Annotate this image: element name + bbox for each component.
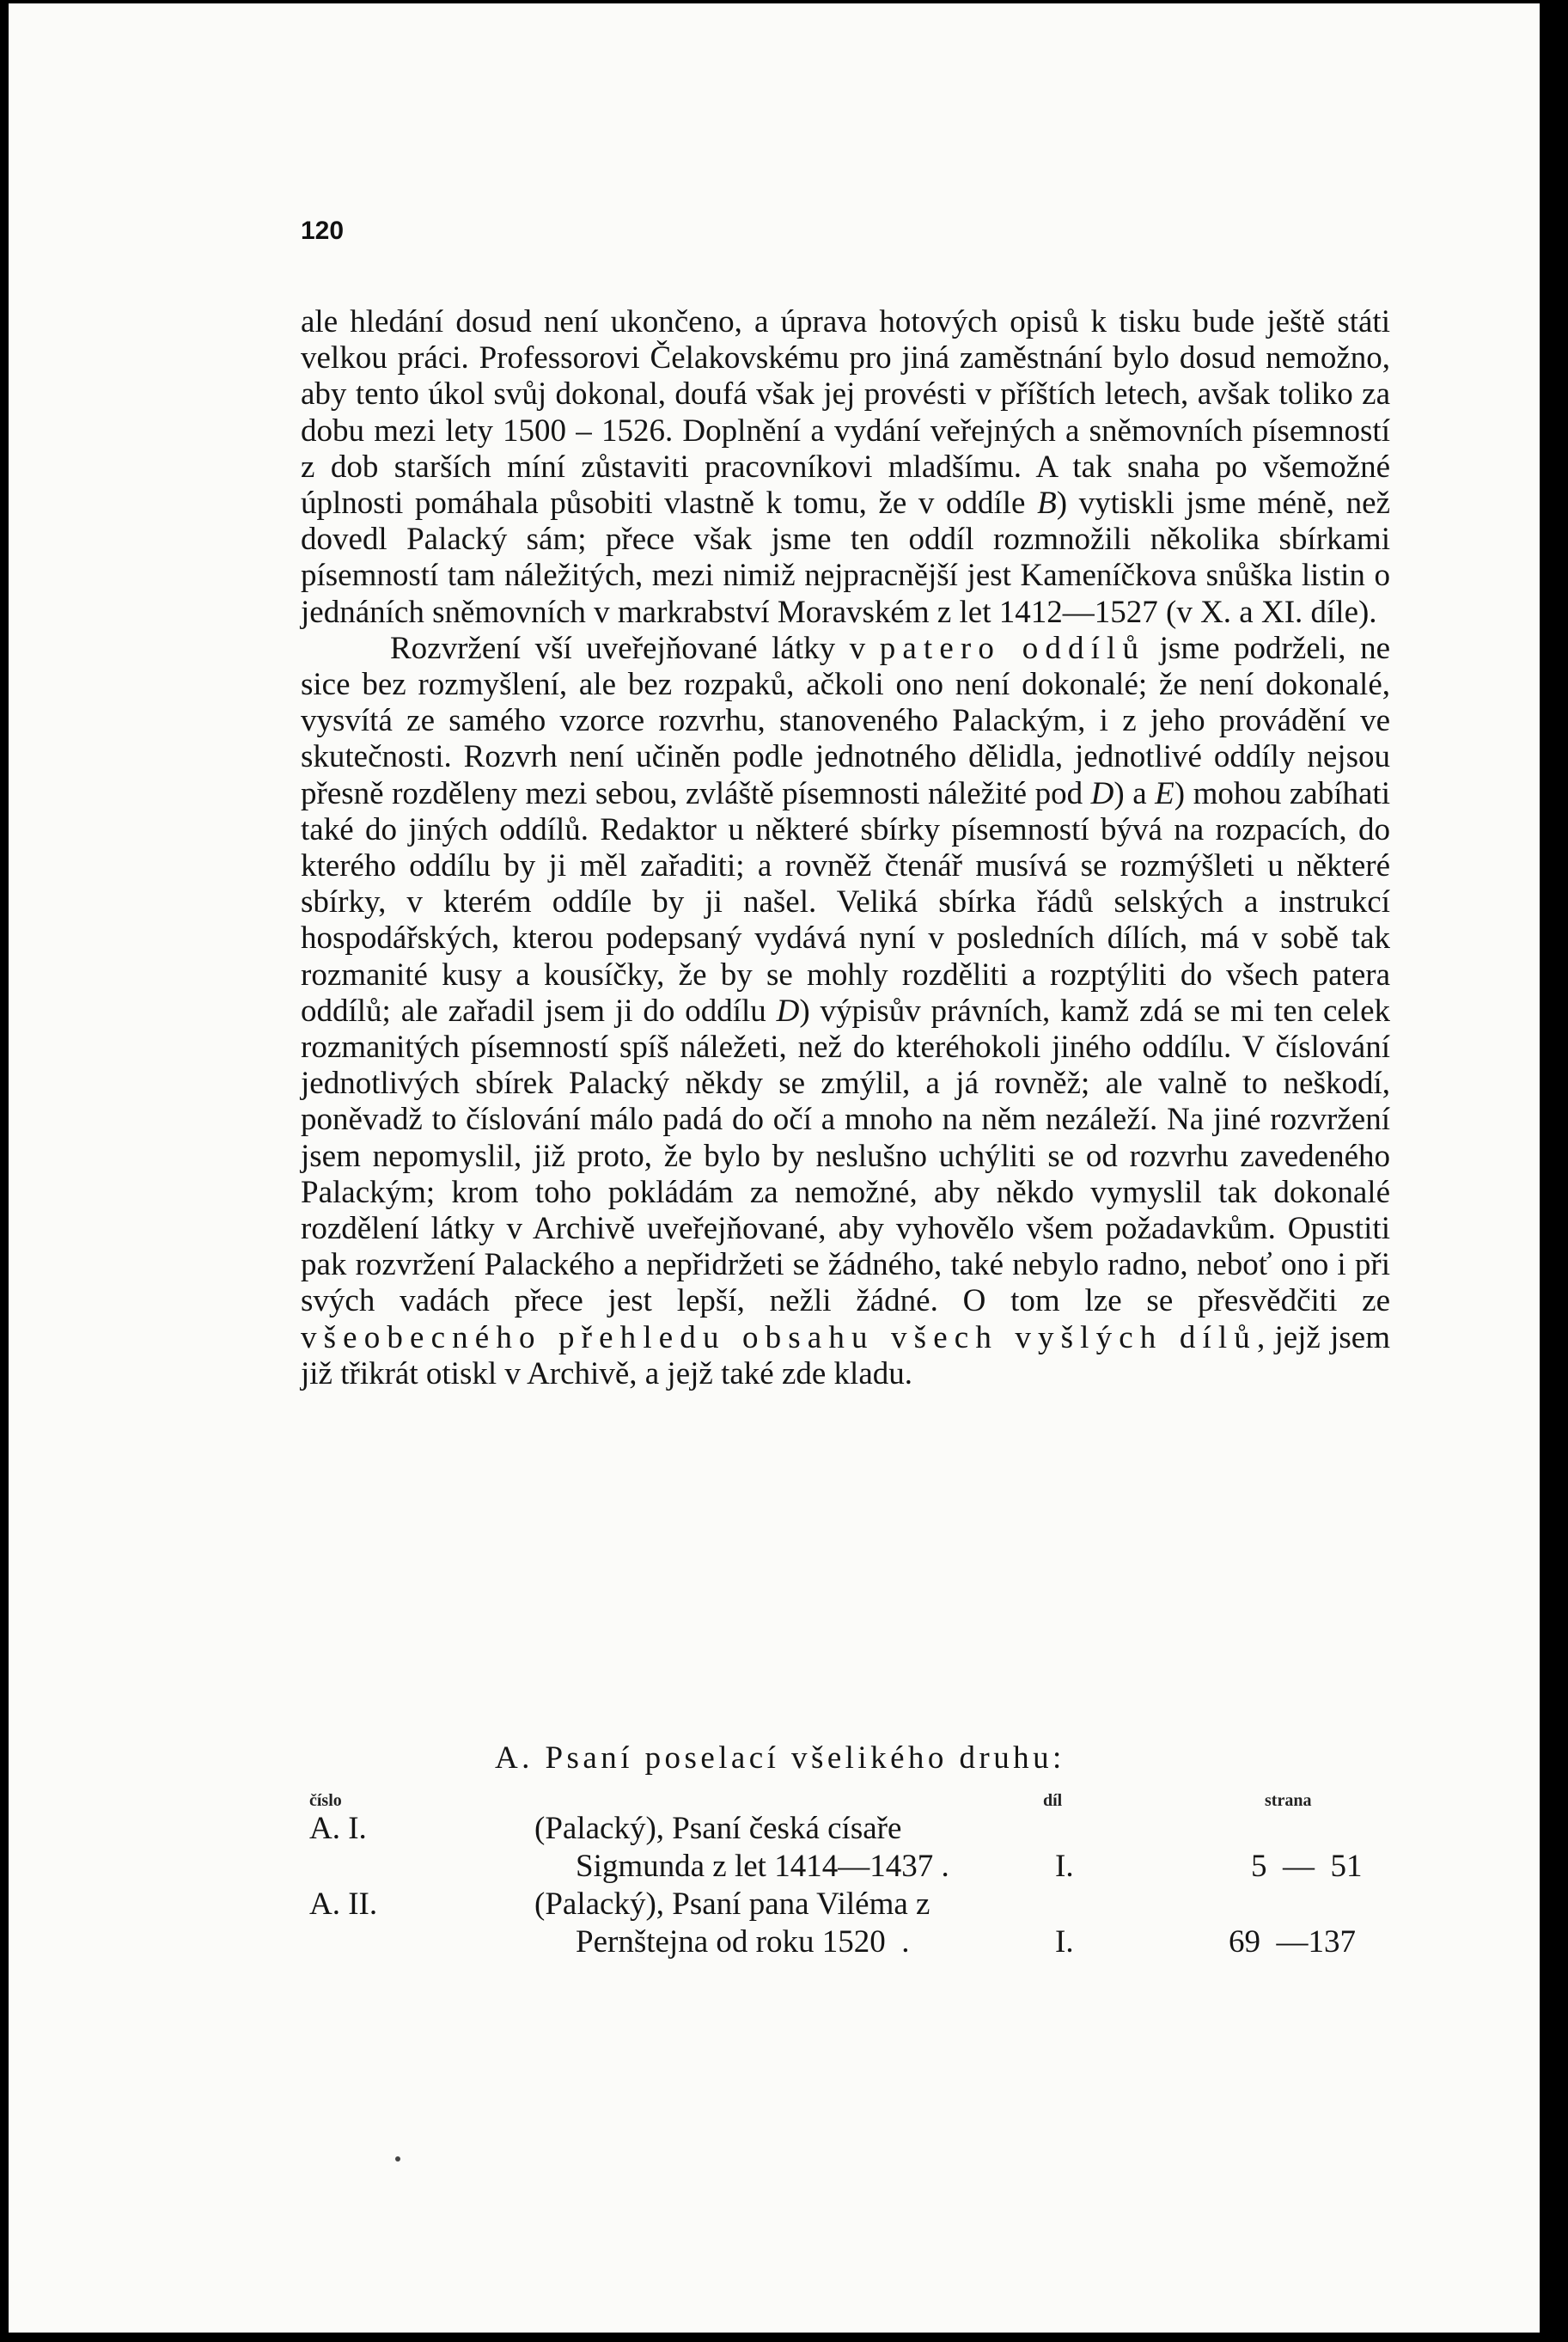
row-2-title-line1: (Palacký), Psaní pana Viléma z [534,1886,930,1922]
page-number: 120 [301,217,345,245]
text-run-spaced: patero oddílů [879,630,1146,666]
text-run: , jejž jsem již třikrát otiskl v Archivě, a jejž také zde kladu. [301,1319,1390,1391]
paragraph-1 [301,304,1390,631]
text-run-italic: B [1037,486,1057,522]
text-run: ) výpisův právních, kamž zdá se mi ten celek rozmanitých písemností spíš náležeti, než do kteréhokoli jiného oddílu. V číslování jednotlivých sbírek Palacký někdy se zmýlil, a já rovněž; ale valně to neškodí, poněvadž to číslování málo padá do očí a mnoho na něm nezáleží. Na jiné rozvržení jsem nepomyslil, již proto, že bylo by neslušno uchýliti se od rozvrhu zavedeného Palackým; krom toho pokládám za nemožné, aby někdo vymyslil tak dokonalé rozdělení látky v Archivě uveřejňované, aby vyhovělo všem požadavkům. Opustiti pak rozvržení Palackého a nepřidržeti se žádného, také nebylo radno, neboť ono i při svých vadách přece jest lepší, nežli žádné. O tom lze se přesvědčiti ze [301,993,1390,1319]
row-1-title-line2: Sigmunda z let 1414—1437 . [576,1849,949,1884]
text-run: jsme podrželi, ne sice bez rozmyšlení, ale bez rozpaků, ačkoli ono není dokonalé; že není dokonalé, vysvítá ze samého vzorce rozvrhu, stanoveného Palackým, i z jeho provádění ve skutečnosti. Rozvrh není učiněn podle jednotného dělidla, jednotlivé oddíly nejsou přesně rozděleny mezi sebou, zvláště písemnosti náležité pod [301,630,1391,811]
row-2-strana: 69 —137 [1229,1924,1356,1960]
column-header-cislo: číslo [309,1791,342,1810]
row-2-title-line2: Pernštejna od roku 1520 . [576,1924,910,1960]
text-run: ) a [1113,775,1156,811]
row-1-strana: 5 — 51 [1251,1849,1363,1884]
text-run-italic: D [1090,775,1114,811]
text-run-italic: D [776,993,800,1029]
row-1-title-line1: (Palacký), Psaní česká císaře [534,1811,902,1846]
text-run: ale hledání dosud není ukončeno, a úprava hotových opisů k tisku bude ještě státi velkou práci. Professorovi Čelakovskému pro jiná zaměstnání bylo dosud nemožno, aby tento úkol svůj dokonal, doufá však jej provésti v příštích letech, avšak toliko za dobu mezi lety 1500 – 1526. Doplnění a vydání veřejných a sněmovních písemností z dob starších míní zůstaviti pracovníkovi mladšímu. A tak snaha po všemožné úplnosti pomáhala působiti vlastně k tomu, že v oddíle [301,304,1390,522]
column-header-strana: strana [1265,1791,1312,1810]
text-run: ) vytiskli jsme méně, než dovedl Palacký sám; přece však jsme ten oddíl rozmnožili několika sbírkami písemností tam náležitých, mezi nimiž nejpracnější jest Kameníčkova snůška listin o jednáních sněmovních v markrabství Moravském z let 1412—1527 (v X. a XI. díle). [301,486,1390,630]
text-run-spaced: všeobecného přehledu obsahu všech vyšlých dílů [301,1319,1257,1355]
row-2-cislo: A. II. [309,1886,378,1922]
paragraph-2 [301,631,1390,1392]
row-1-cislo: A. I. [309,1811,367,1846]
page [9,3,1540,2333]
text-run: Rozvržení vší uveřejňované látky v [390,630,880,666]
section-heading: A. Psaní poselací všelikého druhu: [495,1740,1065,1776]
row-1-dil: I. [1055,1849,1074,1884]
ink-speck [395,2156,400,2162]
column-header-dil: díl [1043,1791,1063,1810]
text-run-italic: E [1155,775,1174,811]
row-2-dil: I. [1055,1924,1074,1960]
text-run: ) mohou zabíhati také do jiných oddílů. Redaktor u některé sbírky písemností bývá na rozpacích, do kterého oddílu by ji měl zařaditi; a rovněž čtenář musívá se rozmýšleti u některé sbírky, v kterém oddíle by ji našel. Veliká sbírka řádů selských a instrukcí hospodářských, kterou podepsaný vydává nyní v posledních dílích, má v sobě tak rozmanité kusy a kousíčky, že by se mohly rozděliti a rozptýliti do všech patera oddílů; ale zařadil jsem ji do oddílu [301,775,1390,1029]
body-text [301,304,1390,1392]
